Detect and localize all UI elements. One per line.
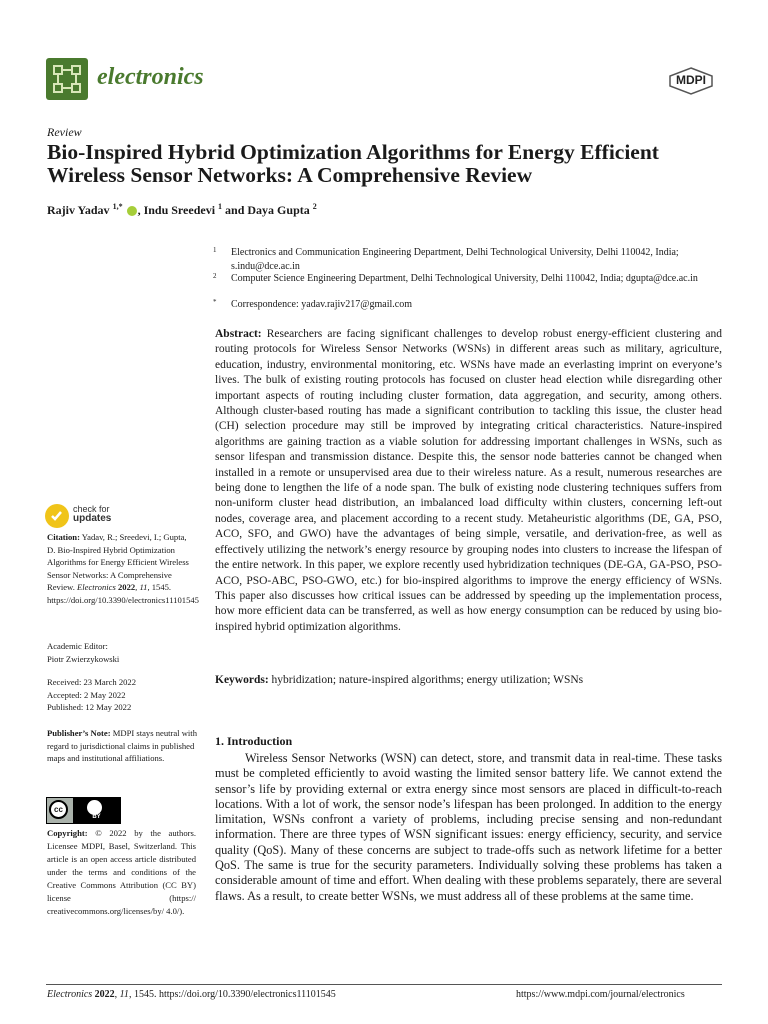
orcid-icon[interactable] [127, 206, 137, 216]
footer-citation: Electronics 2022, 11, 1545. https://doi.org/10.3390/electronics11101545 [47, 989, 336, 1000]
mdpi-logo: MDPI [668, 67, 714, 95]
citation-block: Citation: Yadav, R.; Sreedevi, I.; Gupta, D. Bio-Inspired Hybrid Optimization Algorithms for Energy Efficient Wireless Sensor Networks: A Comprehensive Review. Electronics 2022, 11, 1545. https://doi.org/10.3390/electronics11101545 [47, 532, 199, 605]
article-type: Review [47, 125, 82, 139]
accepted-date: Accepted: 2 May 2022 [47, 689, 126, 700]
section-heading: 1. Introduction [215, 734, 293, 748]
author-name[interactable]: Indu Sreedevi [143, 203, 216, 217]
cc-by-license-badge[interactable] [46, 797, 121, 824]
publisher-note: Publisher’s Note: MDPI stays neutral with regard to jurisdictional claims in published maps and institutional affiliations. [47, 728, 197, 763]
author-name[interactable]: Daya Gupta [247, 203, 310, 217]
abstract [215, 327, 722, 635]
paper-title: Bio-Inspired Hybrid Optimization Algorithms for Energy Efficient Wireless Sensor Networks: A Comprehensive Review [47, 140, 659, 187]
cc-icon: cc [49, 800, 68, 819]
by-label: BY [92, 814, 101, 820]
footer-divider [46, 984, 722, 985]
attribution-person-icon [87, 800, 102, 815]
author-name[interactable]: Rajiv Yadav [47, 203, 110, 217]
author-list: Rajiv Yadav $^{1,*}$ , Indu Sreedevi $^1$ and Daya Gupta $^2$ [47, 202, 317, 217]
check-for-updates-button[interactable] [45, 504, 155, 530]
author-affil-sup: 1,* [112, 202, 123, 211]
check-updates-line1: check for [73, 504, 110, 514]
abstract-label: Abstract: [215, 328, 262, 340]
journal-name: electronics [97, 64, 204, 90]
check-updates-icon [45, 504, 69, 528]
abstract-text: Researchers are facing significant challenges to develop robust energy-efficient clustering and routing protocols for Wireless Sensor Networks (WSNs) in different areas such as military, agriculture, education, industry, environmental monitoring, etc. WSNs have made an everlasting imprint on everyone’s lives. The bulk of existing routing protocols has focused on cluster head election while disregarding other important aspects of routing including cluster formation, data aggregation, and security, among others. Although cluster-based routing has made a significant contribution to tackling this issue, the cluster head (CH) selection procedure may still be improved by integrating critical characteristics. Nature-inspired algorithms are gaining traction as a viable solution for addressing important challenges in WSNs, such as sensor lifespan and transmission distance. Despite this, the sensor node batteries cannot be changed when installed in a remote or unsupervised area due to their wireless nature. As a result, numerous researches are being done to lengthen the life of a node span. The bulk of existing node clustering techniques suffers from non-uniform cluster head distribution, an imbalanced load difficulty within clusters, concerning left-out nodes, coverage area, and placement according to a recent study. Metaheuristic algorithms (DE, GA, PSO, ACO, SFO, and GWO) have the advantages of being simple, versatile, and derivation-free, as well as effectively utilizing the network’s energy resource by grouping nodes into clusters to increase the lifespan of the entire network. In this paper, we explore recently used hybridization techniques (DE-GA, GA-PSO, PSO-ACO, PSO-ABC, PSO-GWO, etc.) for bio-inspired algorithms to improve the energy efficiency of WSNs. This paper also discusses how critical issues can be addressed by speeding up the implementation process, how more efficient data can be transferred, as well as how energy consumption can be reduced by using bio-inspired hybrid optimization algorithms. [215, 328, 723, 633]
author-affil-sup: 2 [312, 202, 317, 211]
journal-logo-icon [46, 58, 88, 100]
received-date: Received: 23 March 2022 [47, 677, 137, 687]
footer-journal-url[interactable]: https://www.mdpi.com/journal/electronics [516, 989, 685, 1000]
published-date: Published: 12 May 2022 [47, 702, 132, 712]
copyright: Copyright: © 2022 by the authors. Licensee MDPI, Basel, Switzerland. This article is an open access article distributed under the terms and conditions of the Creative Commons Attribution (CC BY) license (https:// creativecommons.org/licenses/by/ 4.0/). [47, 828, 196, 916]
keywords-label: Keywords: [215, 674, 269, 686]
author-affil-sup: 1 [218, 202, 223, 211]
keywords-text: hybridization; nature-inspired algorithms; energy utilization; WSNs [271, 674, 584, 686]
academic-editor: Academic Editor: Piotr Zwierzykowski [47, 641, 120, 664]
section-body: Wireless Sensor Networks (WSN) can detect, store, and transmit data in real-time. These tasks must be completed efficiently to avoid wasting the limited sensor battery life. We cannot extend the sensor’s life by providing external or extra energy since most sensors are placed in difficult-to-reach locations. With a lot of work, the sensor node’s lifespan has been prolonged. In addition to the energy limitation, WSNs confront a variety of problems, including precise sensing and non-redundant information. There are three types of WSN significant issues: energy efficiency, security, and service quality (QoS). Many of these concerns are subject to trade-offs such as network lifetime for a better QoS. The same is true for the security parameters. Individually solving these problems has taken a considerable amount of time and effort. When dealing with these problems separately, there are several flaws. As a result, to create better WSNs, we must address all of these problems at the same time. [215, 751, 722, 903]
keywords [215, 674, 722, 686]
dates [47, 676, 197, 714]
check-updates-line2: updates [73, 513, 112, 524]
